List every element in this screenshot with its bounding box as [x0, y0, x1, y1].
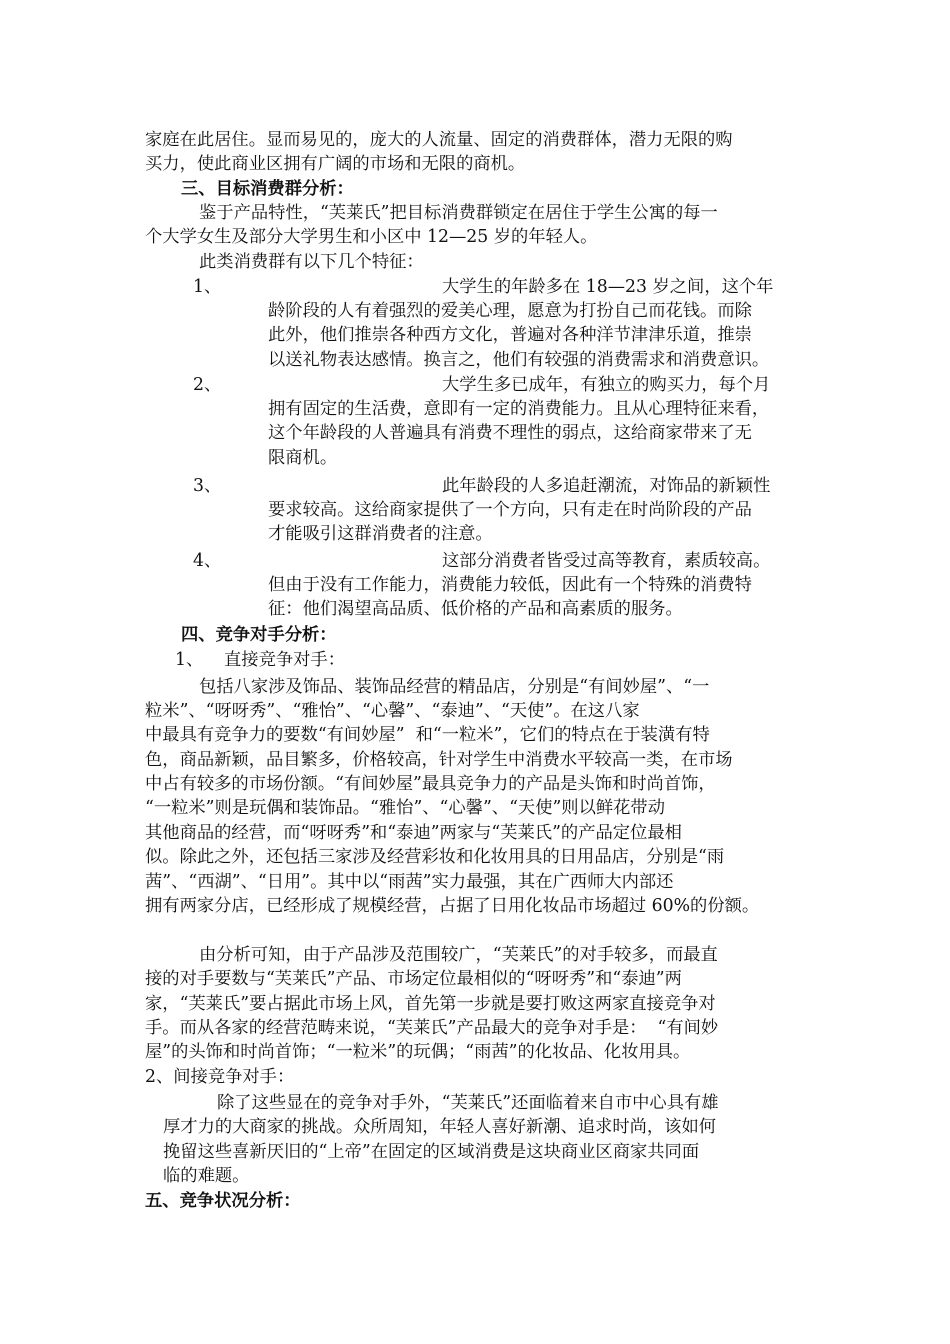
intro-line: 买力，使此商业区拥有广阔的市场和无限的商机。	[145, 154, 526, 174]
paragraph-line: 临的难题。	[163, 1166, 250, 1186]
paragraph-line: 由分析可知，由于产品涉及范围较广，“芙莱氏”的对手较多，而最直	[199, 945, 718, 965]
list-item-line: 征：他们渴望高品质、低价格的产品和高素质的服务。	[268, 599, 683, 619]
paragraph-line: 屋”的头饰和时尚首饰；“一粒米”的玩偶；“雨茜”的化妆品、化妆用具。	[145, 1042, 691, 1062]
paragraph-line: 接的对手要数与“芙莱氏”产品、市场定位最相似的“呀呀秀”和“泰迪”两	[145, 969, 682, 989]
list-item-line: 才能吸引这群消费者的注意。	[268, 524, 493, 544]
section-5-heading: 五、竞争状况分析：	[145, 1191, 301, 1211]
paragraph-line: 个大学女生及部分大学男生和小区中 12—25 岁的年轻人。	[145, 227, 598, 247]
intro-line: 家庭在此居住。显而易见的，庞大的人流量、固定的消费群体，潜力无限的购	[145, 130, 733, 150]
list-item-line: 此外，他们推崇各种西方文化，普遍对各种洋节津津乐道，推崇	[268, 325, 752, 345]
subsection-label: 2、间接竞争对手：	[145, 1067, 295, 1087]
paragraph-line: 粒米”、“呀呀秀”、“雅怡”、“心馨”、“泰迪”、“天使”。在这八家	[145, 701, 640, 721]
paragraph-line: 色，商品新颖，品目繁多，价格较高，针对学生中消费水平较高一类，在市场	[145, 750, 733, 770]
list-item-line: 大学生多已成年，有独立的购买力，每个月	[442, 375, 771, 395]
list-item-line: 这个年龄段的人普遍具有消费不理性的弱点，这给商家带来了无	[268, 423, 752, 443]
list-item-line: 这部分消费者皆受过高等教育，素质较高。	[442, 551, 771, 571]
list-item-line: 大学生的年龄多在 18—23 岁之间，这个年	[442, 277, 774, 297]
list-item-number: 4、	[193, 551, 222, 571]
list-item-line: 但由于没有工作能力，消费能力较低，因此有一个特殊的消费特	[268, 575, 752, 595]
list-item-line: 龄阶段的人有着强烈的爱美心理，愿意为打扮自己而花钱。而除	[268, 301, 752, 321]
paragraph-line: 似。除此之外，还包括三家涉及经营彩妆和化妆用具的日用品店，分别是“雨	[145, 847, 725, 867]
paragraph-line: 茜”、“西湖”、“日用”。其中以“雨茜”实力最强，其在广西师大内部还	[145, 872, 674, 892]
subsection-label: 直接竞争对手：	[224, 650, 345, 670]
paragraph-line: 此类消费群有以下几个特征：	[199, 252, 424, 272]
paragraph-line: 中占有较多的市场份额。“有间妙屋”最具竞争力的产品是头饰和时尚首饰，	[145, 774, 716, 794]
list-item-line: 拥有固定的生活费，意即有一定的消费能力。且从心理特征来看，	[268, 399, 770, 419]
paragraph-line: 挽留这些喜新厌旧的“上帝”在固定的区域消费是这块商业区商家共同面	[163, 1142, 700, 1162]
paragraph-line: 中最具有竞争力的要数“有间妙屋” 和“一粒米”，它们的特点在于装潢有特	[145, 725, 710, 745]
paragraph-line: 拥有两家分店，已经形成了规模经营，占据了日用化妆品市场超过 60%的份额。	[145, 896, 760, 916]
paragraph-line: 鉴于产品特性，“芙莱氏”把目标消费群锁定在居住于学生公寓的每一	[199, 203, 718, 223]
paragraph-line: 手。而从各家的经营范畴来说，“芙莱氏”产品最大的竞争对手是： “有间妙	[145, 1018, 719, 1038]
list-item-number: 2、	[193, 375, 222, 395]
list-item-line: 限商机。	[268, 448, 338, 468]
section-4-heading: 四、竞争对手分析：	[181, 625, 337, 645]
subsection-number: 1、	[175, 650, 204, 670]
list-item-line: 此年龄段的人多追赶潮流，对饰品的新颖性	[442, 476, 771, 496]
paragraph-line: 其他商品的经营，而“呀呀秀”和“泰迪”两家与“芙莱氏”的产品定位最相	[145, 823, 682, 843]
paragraph-line: “一粒米”则是玩偶和装饰品。“雅怡”、“心馨”、“天使”则以鲜花带动	[145, 798, 665, 818]
paragraph-line: 除了这些显在的竞争对手外，“芙莱氏”还面临着来自市中心具有雄	[217, 1093, 719, 1113]
section-3-heading: 三、目标消费群分析：	[181, 179, 354, 199]
paragraph-line: 家，“芙莱氏”要占据此市场上风，首先第一步就是要打败这两家直接竞争对	[145, 994, 716, 1014]
paragraph-line: 包括八家涉及饰品、装饰品经营的精品店，分别是“有间妙屋”、“一	[199, 677, 710, 697]
list-item-line: 以送礼物表达感情。换言之，他们有较强的消费需求和消费意识。	[268, 350, 770, 370]
list-item-number: 1、	[193, 277, 222, 297]
paragraph-line: 厚才力的大商家的挑战。众所周知，年轻人喜好新潮、追求时尚，该如何	[163, 1117, 717, 1137]
list-item-line: 要求较高。这给商家提供了一个方向，只有走在时尚阶段的产品	[268, 500, 752, 520]
list-item-number: 3、	[193, 476, 222, 496]
